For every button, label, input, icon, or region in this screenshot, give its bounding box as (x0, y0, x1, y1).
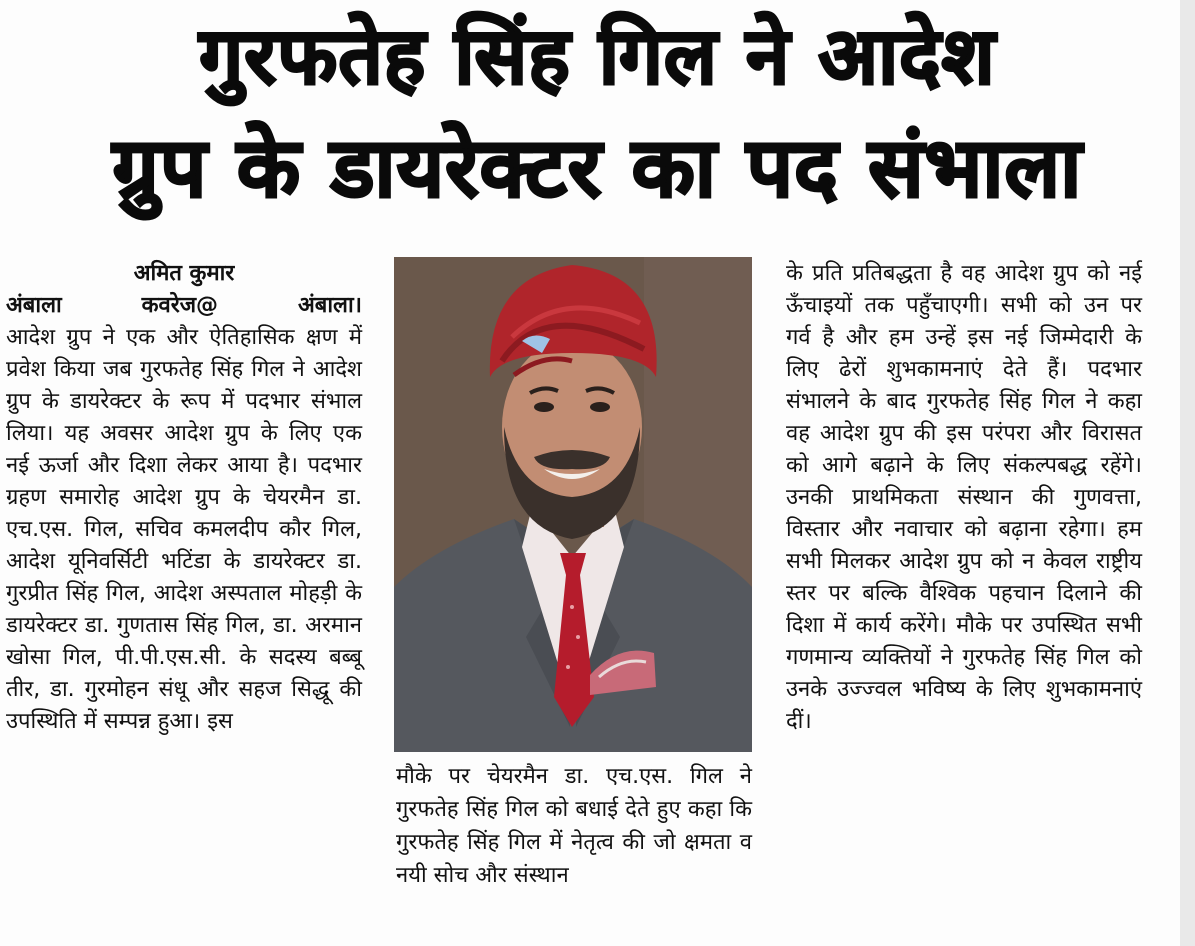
headline-line-2: ग्रुप के डायरेक्टर का पद संभाला (112, 121, 1083, 216)
photo-caption: मौके पर चेयरमैन डा. एच.एस. गिल ने गुरफतेह सिंह गिल को बधाई देते हुए कहा कि गुरफतेह सिंह गिल में नेतृत्व की जो क्षमता व नयी सोच और संस्थान (396, 764, 752, 888)
article-column-right (786, 258, 1142, 738)
byline: अमित कुमार (133, 261, 235, 286)
dateline: अंबाला कवरेज@ अंबाला। (6, 293, 362, 318)
page-edge (1180, 0, 1195, 946)
headline-line-1: गुरफतेह सिंह गिल ने आदेश (199, 12, 996, 102)
article-body-left: आदेश ग्रुप ने एक और ऐतिहासिक क्षण में प्रवेश किया जब गुरफतेह सिंह गिल ने आदेश ग्रुप के डायरेक्टर के रूप में पदभार संभाल लिया। यह अवसर आदेश ग्रुप के लिए एक नई ऊर्जा और दिशा लेकर आया है। पदभार ग्रहण समारोह आदेश ग्रुप के चेयरमैन डा. एच.एस. गिल, सचिव कमलदीप कौर गिल, आदेश यूनिवर्सिटी भटिंडा के डायरेक्टर डा. गुरप्रीत सिंह गिल, आदेश अस्पताल मोहड़ी के डायरेक्टर डा. गुणतास सिंह गिल, डा. अरमान खोसा गिल, पी.पी.एस.सी. के सदस्य बब्बू तीर, डा. गुरमोहन संधू और सहज सिद्धू की उपस्थिति में सम्पन्न हुआ। इस (6, 325, 362, 734)
portrait-photo (394, 257, 752, 752)
article-body-right: के प्रति प्रतिबद्धता है वह आदेश ग्रुप को नई ऊँचाइयों तक पहुँचाएगी। सभी को उन पर गर्व है और हम उन्हें इस नई जिम्मेदारी के लिए ढेरों शुभकामनाएं देते हैं। पदभार संभालने के बाद गुरफतेह सिंह गिल ने कहा वह आदेश ग्रुप की इस परंपरा और विरासत को आगे बढ़ाने के लिए संकल्पबद्ध रहेंगे। उनकी प्राथमिकता संस्थान की गुणवत्ता, विस्तार और नवाचार को बढ़ाना रहेगा। हम सभी मिलकर आदेश ग्रुप को न केवल राष्ट्रीय स्तर पर बल्कि वैश्विक पहचान दिलाने की दिशा में कार्य करेंगे। मौके पर उपस्थित सभी गणमान्य व्यक्तियों ने गुरफतेह सिंह गिल को उनके उज्ज्वल भविष्य के लिए शुभकामनाएं दीं। (786, 261, 1142, 734)
article-column-left (6, 258, 362, 738)
